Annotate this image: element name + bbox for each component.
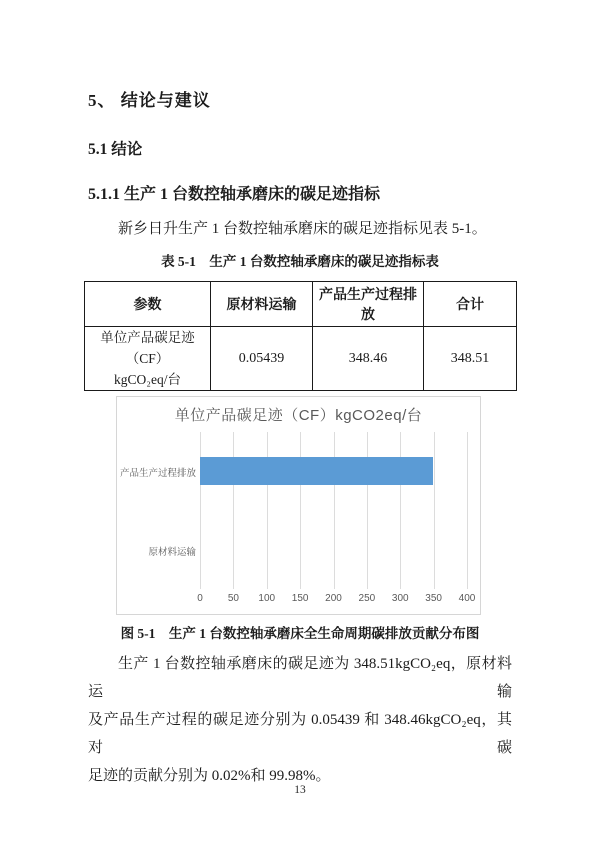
bar xyxy=(200,457,433,485)
x-tick-label: 250 xyxy=(358,593,376,604)
carbon-footprint-table xyxy=(84,281,517,391)
table-row xyxy=(85,327,517,391)
table-caption: 表 5-1 生产 1 台数控轴承磨床的碳足迹指标表 xyxy=(161,254,439,269)
x-tick-label: 50 xyxy=(227,593,239,604)
column-header-raw-material-transport: 原材料运输 xyxy=(211,282,313,327)
x-tick-label: 0 xyxy=(197,593,203,604)
x-tick-label: 300 xyxy=(391,593,409,604)
x-tick-label: 100 xyxy=(258,593,276,604)
subsection-heading: 5.1 结论 xyxy=(88,141,143,158)
cell-parameter xyxy=(85,327,211,391)
cell-raw-material-transport: 0.05439 xyxy=(211,327,313,391)
gridline xyxy=(334,432,335,589)
gridline xyxy=(233,432,234,589)
y-category-label: 产品生产过程排放 xyxy=(119,468,196,480)
paragraph-line: 生产 1 台数控轴承磨床的碳足迹为 348.51kgCO₂eq，原材料运输 xyxy=(88,656,512,700)
intro-paragraph: 新乡日升生产 1 台数控轴承磨床的碳足迹指标见表 5-1。 xyxy=(118,221,487,237)
gridline xyxy=(400,432,401,589)
column-header-parameter: 参数 xyxy=(85,282,211,327)
gridline xyxy=(300,432,301,589)
parameter-name-line1: 单位产品碳足迹（CF） xyxy=(100,330,195,366)
y-category-label: 原材料运输 xyxy=(148,546,196,558)
page-number: 13 xyxy=(294,784,306,796)
cell-total: 348.51 xyxy=(424,327,517,391)
table-header-row xyxy=(85,282,517,327)
conclusion-paragraph xyxy=(88,650,512,790)
cell-production-process: 348.46 xyxy=(313,327,424,391)
column-header-production-process: 产品生产过程排放 xyxy=(313,282,424,327)
subsubsection-heading: 5.1.1 生产 1 台数控轴承磨床的碳足迹指标 xyxy=(88,186,381,203)
paragraph-line: 足迹的贡献分别为 0.02%和 99.98%。 xyxy=(88,768,331,784)
gridline xyxy=(434,432,435,589)
gridline xyxy=(467,432,468,589)
gridline xyxy=(267,432,268,589)
x-tick-label: 200 xyxy=(325,593,342,604)
figure-caption: 图 5-1 生产 1 台数控轴承磨床全生命周期碳排放贡献分布图 xyxy=(120,626,480,641)
x-tick-label: 400 xyxy=(458,593,476,604)
column-header-total: 合计 xyxy=(424,282,517,327)
x-tick-label: 150 xyxy=(291,593,309,604)
gridline xyxy=(200,432,201,589)
section-heading: 5、 结论与建议 xyxy=(88,91,211,110)
bar-chart xyxy=(116,396,481,615)
x-tick-label: 350 xyxy=(425,593,442,604)
gridline xyxy=(367,432,368,589)
paragraph-line: 及产品生产过程的碳足迹分别为 0.05439 和 348.46kgCO₂eq，其对碳 xyxy=(88,712,512,756)
parameter-name-line2: kgCO₂eq/台 xyxy=(114,372,181,387)
chart-title: 单位产品碳足迹（CF）kgCO2eq/台 xyxy=(174,407,423,424)
